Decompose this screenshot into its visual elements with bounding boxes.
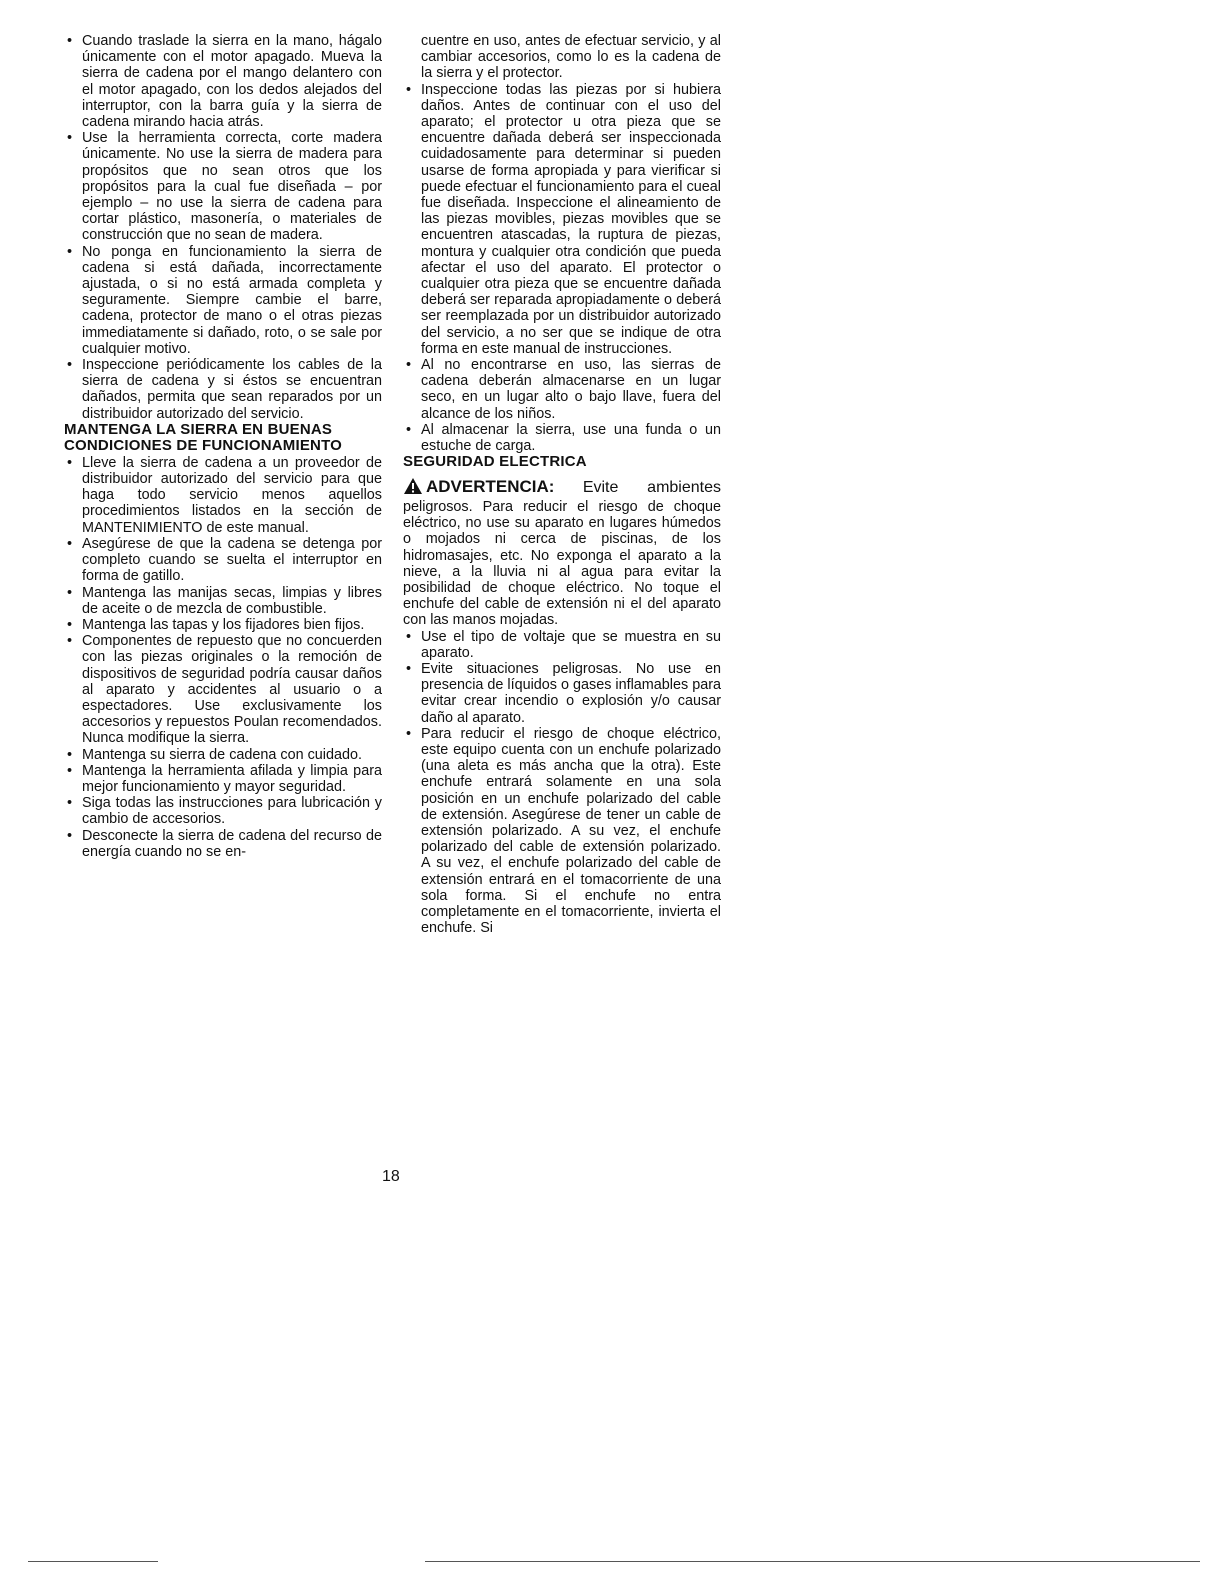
bullet: • [406,357,412,374]
bullet: • [67,633,73,650]
list-item: • Inspeccione periódicamente los cables de la sierra de cadena y si éstos se encuentran dañados, permita que sean reparados por un distribuidor autorizado del servicio. [67,357,382,422]
warning-lead: Evite ambientes [582,478,721,496]
page-number: 18 [382,1168,400,1185]
section-heading-maintenance: MANTENGA LA SIERRA EN BUENAS CONDICIONES DE FUNCIONAMIENTO [64,420,343,455]
intro-list [64,33,382,422]
list-item: • Use la herramienta correcta, corte madera únicamente. No use la sierra de madera para propósitos que no sean otros que los propósitos para la cual fue diseñada – por ejemplo – no use la sierra de cadena para cortar plástico, masonería, o materiales de construcción que no sean de madera. [67,130,382,244]
section-heading-electrical: SEGURIDAD ELECTRICA [403,453,587,471]
bullet: • [406,81,412,98]
bullet: • [67,33,73,49]
bullet: • [67,535,73,552]
list-item: • Use el tipo de voltaje que se muestra en su aparato. [406,628,721,661]
scan-edge-line [425,1561,1200,1562]
list-item: • Mantenga las manijas secas, limpias y libres de aceite o de mezcla de combustible. [67,584,382,617]
bullet: • [406,421,412,438]
bullet: • [67,795,73,812]
list-item: • Siga todas las instrucciones para lubricación y cambio de accesorios. [67,795,382,828]
warning-label: ADVERTENCIA: [426,476,555,496]
list-item: • No ponga en funcionamiento la sierra de cadena si está dañada, incorrectamente ajustada, o si no está armada completa y seguramente. Siempre cambie el barre, cadena, protector de mano o el otras piezas immediatamente si dañado, roto, o se sale por cualquier motivo. [67,243,382,357]
list-item: • Desconecte la sierra de cadena del recurso de energía cuando no se en- [67,827,382,860]
bullet: • [67,827,73,844]
continued-list [403,33,721,454]
bullet: • [67,454,73,471]
maintenance-list [64,455,382,860]
warning-text: peligrosos. Para reducir el riesgo de choque eléctrico, no use su aparato en lugares húmedos o mojados ni cerca de piscinas, de los hidromasajes, etc. No exponga el aparato a la nieve, a la lluvia ni al agua para evitar la posibilidad de choque eléctrico. No toque el enchufe del cable de extensión ni el del aparato con las manos mojadas. [403,498,721,629]
list-item-continued: cuentre en uso, antes de efectuar servicio, y al cambiar accesorios, como lo es la cadena de la sierra y el protector. [421,33,721,82]
right-column [403,33,721,936]
warning-paragraph [403,477,721,629]
bullet: • [67,357,73,374]
bullet: • [67,616,73,633]
list-item: • Mantenga su sierra de cadena con cuidado. [67,746,363,763]
bullet: • [67,130,73,147]
list-item: • Evite situaciones peligrosas. No use en presencia de líquidos o gases inflamables para evitar crear incendio o explosión y/o causar daño al aparato. [406,661,721,726]
bullet: • [406,661,412,678]
bullet: • [67,584,73,601]
list-item: • Para reducir el riesgo de choque eléctrico, este equipo cuenta con un enchufe polarizado (una aleta es más ancha que la otra). Este enchufe entrará solamente en una sola posición en un enchufe polarizado del cable de extensión. Asegúrese de tener un cable de extensión polarizado. A su vez, el enchufe polarizado del cable de extensión polarizado. A su vez, el enchufe polarizado del cable de extensión entrará en el tomacorriente de una sola forma. Si el enchufe no entra completamente en el tomacorriente, invierta el enchufe. Si [406,725,721,937]
warning-triangle-icon [403,477,423,499]
list-item: • Lleve la sierra de cadena a un proveedor de distribuidor autorizado del servicio para que haga todo servicio menos aquellos procedimientos listados en la sección de MANTENIMIENTO de este manual. [67,454,382,536]
bullet: • [406,725,412,742]
scan-edge-line [28,1561,158,1562]
left-column [64,33,382,860]
list-item: • Mantenga la herramienta afilada y limpia para mejor funcionamiento y mayor seguridad. [67,762,382,795]
list-item: • Al almacenar la sierra, use una funda o un estuche de carga. [406,421,721,455]
bullet: • [67,762,73,779]
list-item: • Mantenga las tapas y los fijadores bien fijos. [67,616,365,633]
electrical-list [403,629,721,937]
bullet: • [67,746,73,763]
list-item: • Componentes de repuesto que no concuerden con las piezas originales o la remoción de dispositivos de seguridad podría causar daños al aparato y accidentes al usuario o a espectadores. Use exclusivamente los accesorios y repuestos Poulan recomendados. Nunca modifique la sierra. [67,633,382,747]
list-item: • Asegúrese de que la cadena se detenga por completo cuando se suelta el interruptor en forma de gatillo. [67,535,382,585]
list-item: • Inspeccione todas las piezas por si hubiera daños. Antes de continuar con el uso del aparato; el protector u otra pieza que se encuentre dañada deberá ser inspeccionada cuidadosamente para determinar si pueden usarse de forma apropiada y para vierificar si puede efectuar el funcionamiento para el cueal fue diseñada. Inspeccione el alineamiento de las piezas movibles, piezas movibles que se encuentren atascadas, la ruptura de piezas, montura y cualquier otra condición que pueda afectar el uso del aparato. El protector o cualquier otra pieza que se encuentre dañada deberá ser reparada apropiadamente o deberá ser reemplazada por un distribuidor autorizado del servicio, a no ser que se indique de otra forma en este manual de instrucciones. [406,81,721,357]
list-item: • Cuando traslade la sierra en la mano, hágalo únicamente con el motor apagado. Mueva la sierra de cadena por el mango delantero con el motor apagado, con los dedos alejados del interruptor, con la barra guía y la sierra de cadena mirando hacia atrás. [67,33,382,131]
list-item: • Al no encontrarse en uso, las sierras de cadena deberán almacenarse en un lugar seco, en un lugar alto o bajo llave, fuera del alcance de los niños. [406,357,721,422]
bullet: • [67,243,73,260]
bullet: • [406,628,412,645]
